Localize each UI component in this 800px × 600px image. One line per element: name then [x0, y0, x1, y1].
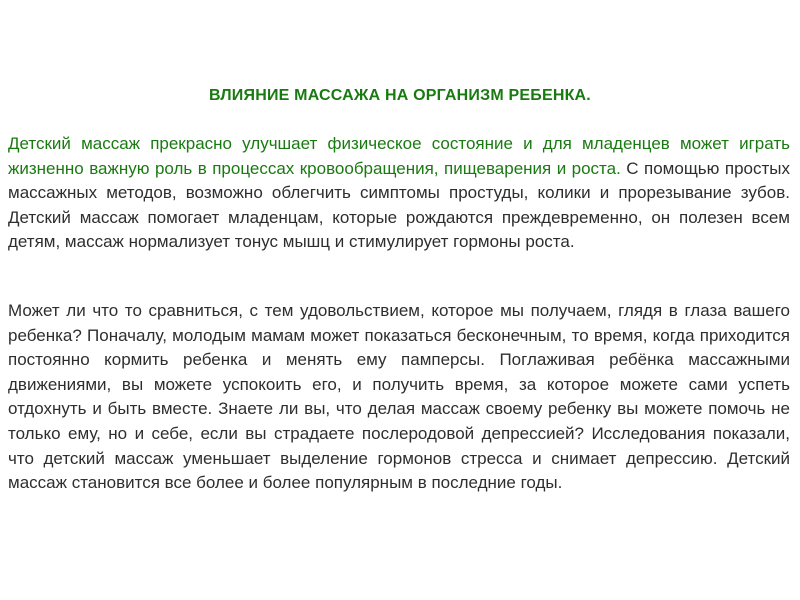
paragraph-1 — [8, 132, 790, 255]
paragraph-2: Может ли что то сравниться, с тем удовольствием, которое мы получаем, глядя в глаза вашего ребенка? Поначалу, молодым мамам может показаться бесконечным, то время, когда приходится постоянно кормить ребенка и менять ему памперсы. Поглаживая ребёнка массажными движениями, вы можете успокоить его, и получить время, за которое можете сами успеть отдохнуть и быть вместе. Знаете ли вы, что делая массаж своему ребенку вы можете помочь не только ему, но и себе, если вы страдаете послеродовой депрессией? Исследования показали, что детский массаж уменьшает выделение гормонов стресса и снимает депрессию. Детский массаж становится все более и более популярным в последние годы. — [8, 301, 790, 493]
slide-title: ВЛИЯНИЕ МАССАЖА НА ОРГАНИЗМ РЕБЕНКА. — [209, 87, 591, 104]
paragraph-1-highlight: Детский массаж прекрасно улучшает физическое состояние и для младенцев может играть жизненно важную роль в процессах кровообращения, пищеварения и роста. — [8, 134, 790, 178]
paragraph-1-text: С помощью простых массажных методов, возможно облегчить симптомы простуды, колики и прорезывание зубов. Детский массаж помогает младенцам, которые рождаются преждевременно, он полезен всем детям, массаж нормализует тонус мышц и стимулирует гормоны роста. — [8, 158, 790, 252]
